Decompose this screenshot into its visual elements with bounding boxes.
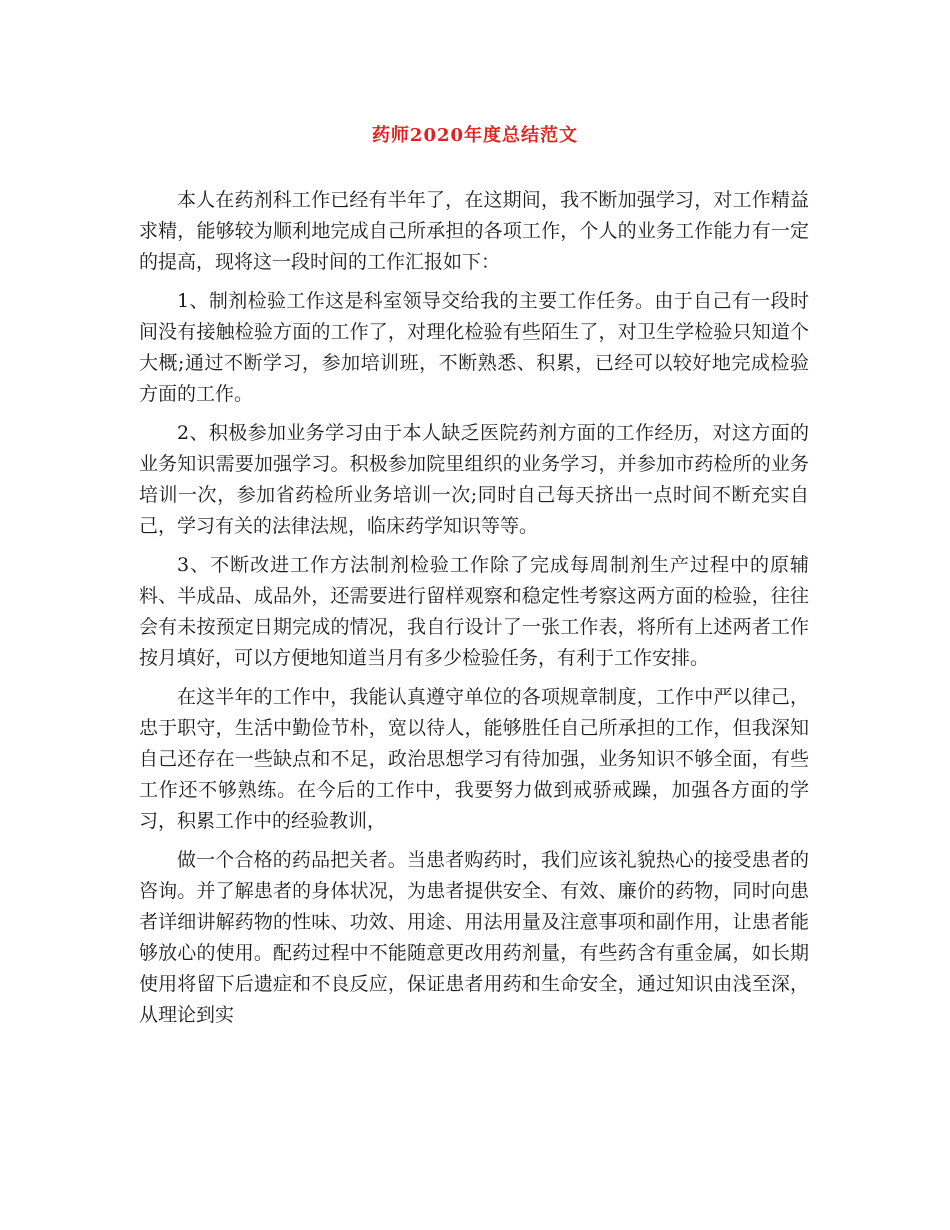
paragraph-intro: 本人在药剂科工作已经有半年了，在这期间，我不断加强学习，对工作精益求精，能够较为顺利地完成自己所承担的各项工作，个人的业务工作能力有一定的提高，现将这一段时间的工作汇报如下：	[139, 189, 809, 273]
paragraph-item-2: 2、积极参加业务学习由于本人缺乏医院药剂方面的工作经历，对这方面的业务知识需要加强学习。积极参加院里组织的业务学习，并参加市药检所的业务培训一次，参加省药检所业务培训一次;同时自己每天挤出一点时间不断充实自己，学习有关的法律法规，临床药学知识等等。	[139, 422, 809, 537]
paragraph-closing: 做一个合格的药品把关者。当患者购药时，我们应该礼貌热心的接受患者的咨询。并了解患者的身体状况，为患者提供安全、有效、廉价的药物，同时向患者详细讲解药物的性味、功效、用途、用法用量及注意事项和副作用，让患者能够放心的使用。配药过程中不能随意更改用药剂量，有些药含有重金属，如长期使用将留下后遗症和不良反应，保证患者用药和生命安全，通过知识由浅至深，从理论到实	[139, 849, 809, 1026]
paragraph-summary: 在这半年的工作中，我能认真遵守单位的各项规章制度，工作中严以律己，忠于职守，生活中勤俭节朴，宽以待人，能够胜任自己所承担的工作，但我深知自己还存在一些缺点和不足，政治思想学习有待加强，业务知识不够全面，有些工作还不够熟练。在今后的工作中，我要努力做到戒骄戒躁，加强各方面的学习，积累工作中的经验教训，	[139, 686, 809, 832]
paragraph-item-3: 3、不断改进工作方法制剂检验工作除了完成每周制剂生产过程中的原辅料、半成品、成品外，还需要进行留样观察和稳定性考察这两方面的检验，往往会有未按预定日期完成的情况，我自行设计了一张工作表，将所有上述两者工作按月填好，可以方便地知道当月有多少检验任务，有利于工作安排。	[139, 554, 809, 669]
document-title: 药师2020年度总结范文	[371, 125, 579, 146]
paragraph-item-1: 1、制剂检验工作这是科室领导交给我的主要工作任务。由于自己有一段时间没有接触检验方面的工作了，对理化检验有些陌生了，对卫生学检验只知道个大概;通过不断学习，参加培训班，不断熟悉、积累，已经可以较好地完成检验方面的工作。	[139, 290, 809, 405]
document-body	[139, 185, 809, 1039]
